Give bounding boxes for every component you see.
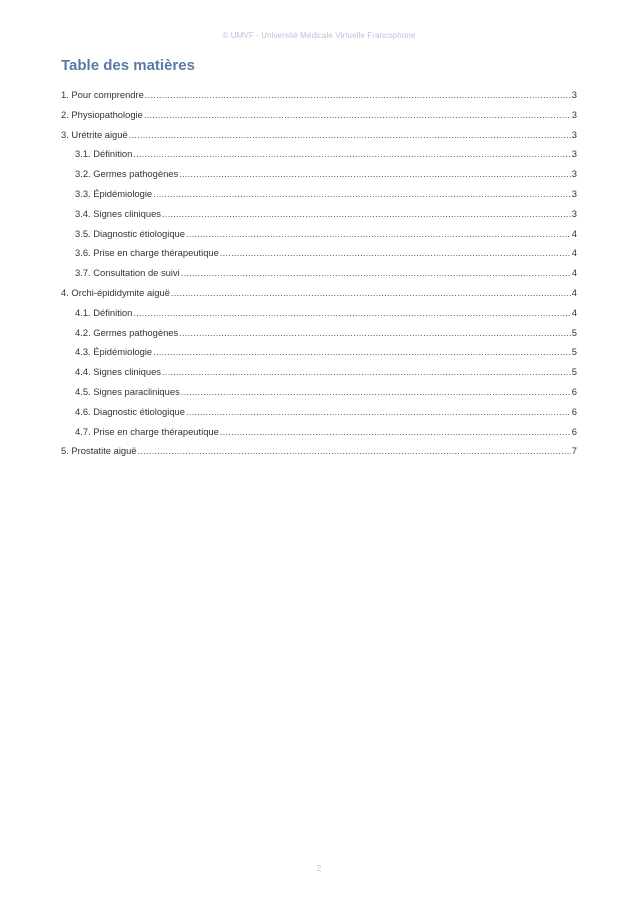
toc-page-number: 3 [571,89,577,100]
toc-page-number: 3 [571,108,577,120]
toc-dot-leader [145,88,571,101]
toc-dot-leader [133,147,570,160]
toc-entry-label: 3.6. Prise en charge thérapeutique [75,247,219,259]
toc-entry-label: 4.1. Définition [75,306,133,318]
toc-dot-leader [162,207,571,220]
toc-entry-label: 3.3. Épidémiologie [75,187,153,199]
toc-entry-5[interactable] [61,444,577,464]
toc-entry-label: 4.6. Diagnostic étiologique [75,405,185,417]
toc-entry-label: 3.5. Diagnostic étiologique [75,227,185,239]
page-header-copyright: © UMVF - Université Médicale Virtuelle Francophone [222,31,416,40]
toc-dot-leader [153,345,571,358]
toc-entry-label: 4.3. Épidémiologie [75,346,153,358]
toc-entry-4-6[interactable] [61,405,577,425]
toc-dot-leader [186,405,571,418]
toc-dot-leader [220,425,571,438]
toc-entry-label: 3. Urétrite aiguë [61,128,128,140]
toc-dot-leader [179,326,571,339]
toc-entry-label: 5. Prostatite aiguë [61,445,137,457]
toc-entry-label: 4.2. Germes pathogènes [75,326,179,338]
toc-page-number: 4 [571,286,577,298]
toc-entry-3-5[interactable] [61,227,577,247]
toc-dot-leader [129,128,571,141]
toc-entry-label: 4.4. Signes cliniques [75,366,161,378]
toc-page-number: 5 [571,366,577,378]
toc-page-number: 3 [571,168,577,180]
toc-page-number: 4 [571,227,577,239]
toc-dot-leader [138,444,571,457]
toc-page-number: 5 [571,326,577,338]
toc-dot-leader [181,266,571,279]
table-of-contents [61,88,577,464]
toc-entry-4-4[interactable] [61,365,577,385]
toc-entry-3-6[interactable] [61,246,577,266]
toc-page-number: 4 [571,306,577,318]
toc-dot-leader [181,385,571,398]
toc-page-number: 6 [571,405,577,417]
toc-dot-leader [162,365,571,378]
toc-entry-label: 2. Physiopathologie [61,108,143,120]
toc-entry-3-2[interactable] [61,167,577,187]
toc-page-number: 4 [571,267,577,279]
toc-page-number: 4 [571,247,577,259]
toc-entry-label: 3.7. Consultation de suivi [75,267,180,279]
toc-dot-leader [153,187,571,200]
toc-dot-leader [186,227,571,240]
toc-entry-3[interactable] [61,128,577,148]
toc-page-number: 6 [571,425,577,437]
toc-dot-leader [220,246,571,259]
toc-dot-leader [171,286,571,299]
toc-entry-label: 1. Pour comprendre [61,89,144,100]
toc-page-number: 3 [571,148,577,160]
toc-entry-4-3[interactable] [61,345,577,365]
toc-entry-label: 3.4. Signes cliniques [75,207,161,219]
toc-entry-4-2[interactable] [61,326,577,346]
toc-page-number: 5 [571,346,577,358]
toc-dot-leader [144,108,571,121]
toc-entry-label: 4.5. Signes paracliniques [75,385,180,397]
toc-entry-label: 3.1. Définition [75,148,133,160]
toc-page-number: 3 [571,187,577,199]
toc-title: Table des matières [61,57,195,74]
page-footer-number: 2 [316,864,322,873]
toc-entry-4-1[interactable] [61,306,577,326]
toc-entry-4-7[interactable] [61,425,577,445]
toc-page-number: 7 [571,445,577,457]
toc-page-number: 6 [571,385,577,397]
toc-entry-3-4[interactable] [61,207,577,227]
toc-page-number: 3 [571,128,577,140]
toc-entry-4-5[interactable] [61,385,577,405]
toc-entry-3-3[interactable] [61,187,577,207]
toc-entry-4[interactable] [61,286,577,306]
toc-dot-leader [133,306,570,319]
toc-entry-label: 3.2. Germes pathogènes [75,168,179,180]
toc-entry-3-1[interactable] [61,147,577,167]
toc-entry-label: 4.7. Prise en charge thérapeutique [75,425,219,437]
toc-entry-2[interactable] [61,108,577,128]
toc-entry-3-7[interactable] [61,266,577,286]
toc-entry-1[interactable] [61,88,577,108]
toc-page-number: 3 [571,207,577,219]
toc-dot-leader [179,167,571,180]
toc-entry-label: 4. Orchi-épididymite aiguë [61,286,170,298]
